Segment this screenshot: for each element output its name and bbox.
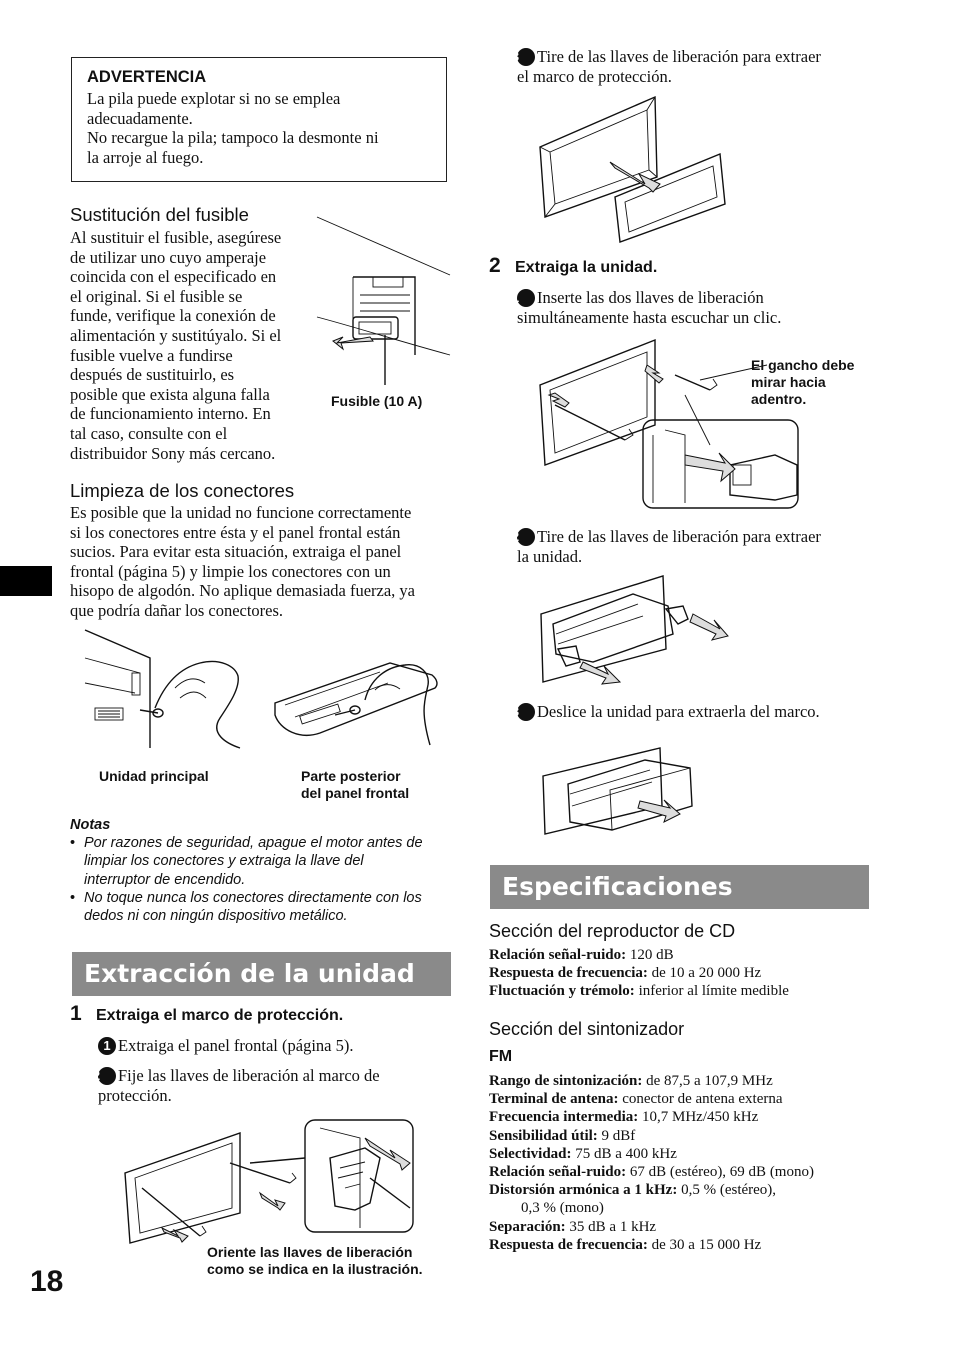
step2-sub2: 2 Tire de las llaves de liberación para extraer la unidad. [511, 527, 821, 566]
spec-row: Rango de sintonización: de 87,5 a 107,9 MHz [489, 1073, 773, 1089]
step1-title: Extraiga el marco de protección. [96, 1007, 344, 1024]
note-item: • Por razones de seguridad, apague el motor antes de limpiar los conectores y extraiga la llave del interruptor de encendido. [70, 835, 423, 888]
step-circle-2: 2 [517, 528, 535, 546]
step2-title: Extraiga la unidad. [515, 259, 658, 276]
step1-sub1: 1 Extraiga el panel frontal (página 5). [98, 1036, 353, 1056]
step-circle-3: 3 [517, 703, 535, 721]
slide-unit-illustration [540, 746, 700, 836]
spec-row: Sensibilidad útil: 9 dBf [489, 1127, 636, 1144]
caption-front-panel-back: Parte posterior del panel frontal [301, 768, 410, 801]
fuse-caption: Fusible (10 A) [331, 393, 423, 409]
page-number: 18 [30, 1265, 64, 1298]
step2-number: 2 [489, 254, 501, 277]
spec-row: Frecuencia intermedia: 10,7 MHz/450 kHz [489, 1109, 759, 1126]
tuner-spec-list [489, 1072, 879, 1254]
cd-section-heading: Sección del reproductor de CD [489, 921, 736, 941]
connectors-main-unit-illustration [80, 628, 245, 750]
spec-row: Terminal de antena: conector de antena externa [489, 1091, 783, 1108]
warning-title: ADVERTENCIA [87, 68, 207, 86]
fuse-heading: Sustitución del fusible [70, 204, 249, 225]
step-circle-1: 1 [98, 1037, 116, 1055]
spec-row: Respuesta de frecuencia: de 10 a 20 000 Hz [489, 965, 762, 982]
spec-row: Fluctuación y trémolo: inferior al límite medible [489, 983, 789, 1000]
specs-heading: Especificaciones [490, 865, 869, 909]
connectors-heading: Limpieza de los conectores [70, 480, 295, 501]
spec-row: Respuesta de frecuencia: de 30 a 15 000 Hz [489, 1236, 762, 1253]
spec-row: Relación señal-ruido: 120 dB [489, 947, 674, 963]
warning-text: La pila puede explotar si no se emplea adecuadamente. No recargue la pila; tampoco la desmonte ni la arroje al fuego. [87, 89, 379, 167]
step-circle-1: 1 [517, 289, 535, 307]
notes-title: Notas [70, 817, 111, 833]
fm-band-label: FM [489, 1048, 513, 1065]
step2-sub1: 1 Inserte las dos llaves de liberación simultáneamente hasta escuchar un clic. [511, 288, 782, 327]
connectors-text: Es posible que la unidad no funcione correctamente si los conectores entre ésta y el panel frontal están sucios. Para evitar esta situación, extraiga el panel frontal (página 5) y limpie los conectores con un hisopo de algodón. No aplique demasiada fuerza, ya que podría dañar los conectores. [70, 503, 416, 620]
release-keys-frame-illustration [120, 1118, 420, 1248]
pull-unit-illustration [538, 574, 733, 686]
caption-main-unit: Unidad principal [99, 768, 209, 784]
spec-row: Relación señal-ruido: 67 dB (estéreo), 69 dB (mono) [489, 1164, 814, 1181]
connectors-front-panel-illustration [270, 655, 450, 750]
cd-spec-list [489, 946, 879, 1001]
release-keys-caption: Oriente las llaves de liberación como se indica en la ilustración. [207, 1244, 423, 1277]
spec-row: Selectividad: 75 dB a 400 kHz [489, 1145, 677, 1162]
step1-number: 1 [70, 1002, 82, 1025]
step-circle-3: 3 [517, 48, 535, 66]
spec-row: Separación: 35 dB a 1 kHz [489, 1218, 657, 1235]
fuse-text: Al sustituir el fusible, asegúrese de utilizar uno cuyo amperaje coincida con el especificado en el original. Si el fusible se funde, verifique la conexión de alimentación y sustitúyalo. Si el fusible vuelve a fundirse después de sustituirlo, es posible que exista alguna falla de funcionamiento interno. En tal caso, consulte con el distribuidor Sony más cercano. [70, 228, 282, 463]
section-tab-marker [0, 566, 52, 596]
step1-sub2: 2 Fije las llaves de liberación al marco de protección. [92, 1066, 380, 1105]
fuse-illustration [315, 215, 455, 390]
step-circle-2: 2 [98, 1067, 116, 1085]
frame-removal-illustration [535, 92, 730, 247]
note-item: • No toque nunca los conectores directamente con los dedos ni con ningún dispositivo metálico. [70, 889, 422, 925]
spec-row-continuation: 0,3 % (mono) [521, 1200, 604, 1217]
spec-row: Distorsión armónica a 1 kHz: 0,5 % (estéreo), [489, 1182, 777, 1199]
notes-list [70, 834, 455, 925]
extraction-heading: Extracción de la unidad [72, 952, 451, 996]
step2-sub3: 3 Deslice la unidad para extraerla del marco. [511, 702, 820, 721]
hook-caption: El gancho debe mirar hacia adentro. [751, 357, 855, 407]
tuner-section-heading: Sección del sintonizador [489, 1019, 685, 1039]
step1-sub3: 3 Tire de las llaves de liberación para extraer el marco de protección. [511, 47, 821, 86]
